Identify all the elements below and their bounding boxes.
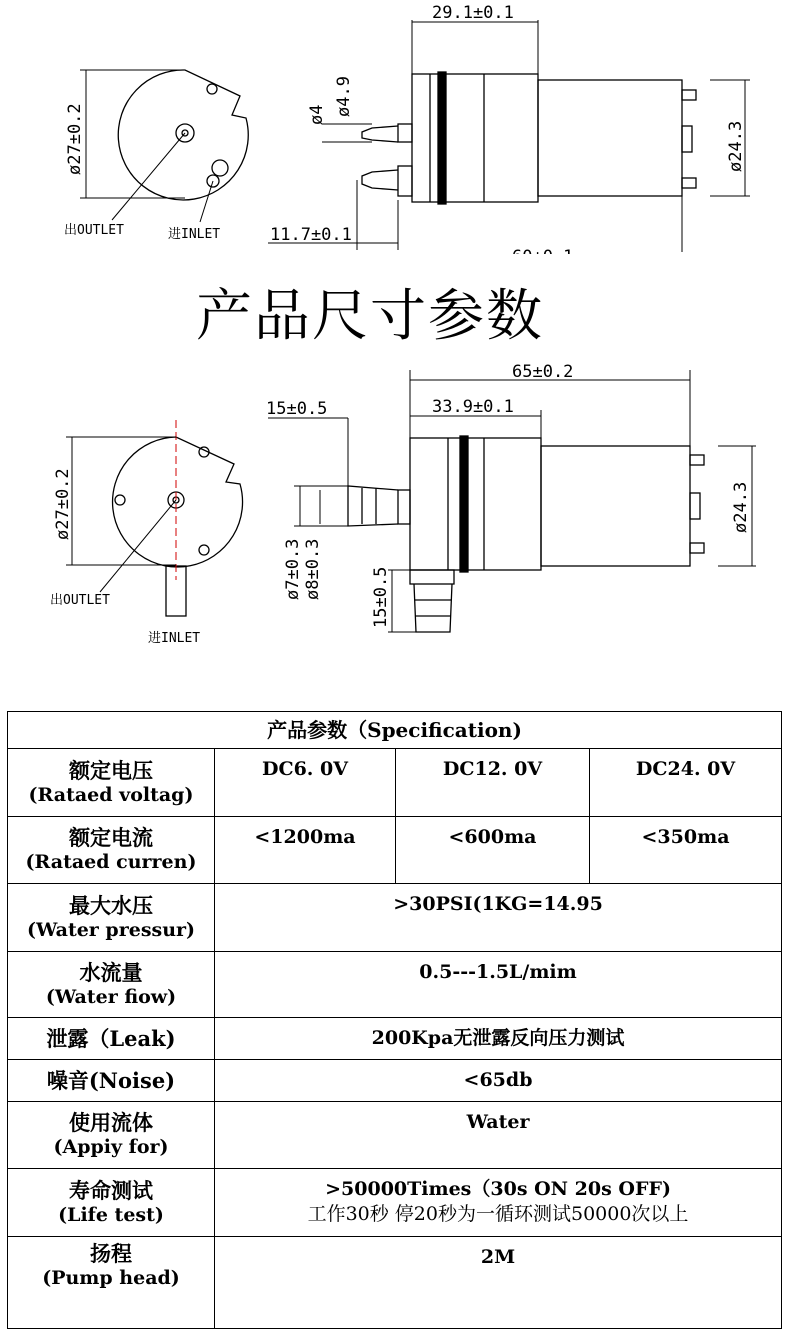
table-row [8,1102,782,1169]
top-pump-head [412,74,538,202]
top-dia-4: ø4 [307,104,327,125]
top-dia-24: ø24.3 [726,120,746,172]
row-label: 额定电压 (Rataed voltag) [8,749,215,817]
top-outlet-label: 出OUTLET [64,223,124,238]
top-end-view [80,70,248,222]
bottom-len-65: 65±0.2 [512,362,574,382]
table-row [8,1237,782,1329]
table-row [8,817,782,884]
row-label: 使用流体 (Appiy for) [8,1102,215,1169]
cell-current-6v: <1200ma [215,817,396,884]
row-label: 最大水压 (Water pressur) [8,884,215,952]
top-len-29: 29.1±0.1 [432,3,514,23]
table-row [8,1018,782,1060]
top-dia-4-9: ø4.9 [334,76,354,117]
cell-voltage-12v: DC12. 0V [396,749,590,817]
table-row [8,952,782,1018]
table-row [8,1169,782,1237]
cell-noise: <65db [215,1060,782,1102]
bottom-seal-ring [460,436,468,572]
table-row [8,749,782,817]
table-row [8,884,782,952]
top-dia-27: ø27±0.2 [65,103,85,175]
bottom-inlet-len-15: 15±0.5 [371,566,391,628]
top-screw-hole [207,84,217,94]
spec-header-row [8,712,782,749]
cell-current-24v: <350ma [590,817,782,884]
bottom-motor [541,446,690,566]
cell-voltage-6v: DC6. 0V [215,749,396,817]
bottom-len-15: 15±0.5 [266,399,328,419]
top-len-11-7: 11.7±0.1 [270,225,352,245]
spec-header: 产品参数（Specification) [8,712,782,749]
bottom-outlet-label: 出OUTLET [50,593,110,608]
bottom-dia-24: ø24.3 [731,481,751,533]
bottom-dia-27: ø27±0.2 [53,468,73,540]
top-inlet-label: 进INLET [168,227,221,242]
spec-table [7,711,782,1329]
row-label: 扬程 (Pump head) [8,1237,215,1329]
row-label: 额定电流 (Rataed curren) [8,817,215,884]
bottom-dia-8: ø8±0.3 [303,538,323,600]
cell-voltage-24v: DC24. 0V [590,749,782,817]
cell-current-12v: <600ma [396,817,590,884]
bottom-pump-head [410,438,541,570]
cell-leak: 200Kpa无泄露反向压力测试 [215,1018,782,1060]
top-side-view [268,20,750,252]
row-label: 水流量 (Water fiow) [8,952,215,1018]
bottom-end-view [66,420,243,616]
table-row [8,1060,782,1102]
bottom-len-33-9: 33.9±0.1 [432,397,514,417]
bottom-inlet-pipe [166,566,186,616]
cell-water-flow: 0.5---1.5L/mim [215,952,782,1018]
page-title: 产品尺寸参数 [196,284,544,349]
cell-life-test: >50000Times（30s ON 20s OFF) 工作30秒 停20秒为一循环测试50000次以上 [215,1169,782,1237]
cell-pump-head: 2M [215,1237,782,1329]
cell-fluid: Water [215,1102,782,1169]
bottom-inlet-label: 进INLET [148,631,201,646]
top-seal-ring [438,72,446,204]
row-label: 泄露（Leak) [8,1018,215,1060]
row-label: 寿命测试 (Life test) [8,1169,215,1237]
top-motor [538,80,682,196]
cell-water-pressure: >30PSI(1KG=14.95 [215,884,782,952]
bottom-dia-7: ø7±0.3 [283,538,303,600]
row-label: 噪音(Noise) [8,1060,215,1102]
